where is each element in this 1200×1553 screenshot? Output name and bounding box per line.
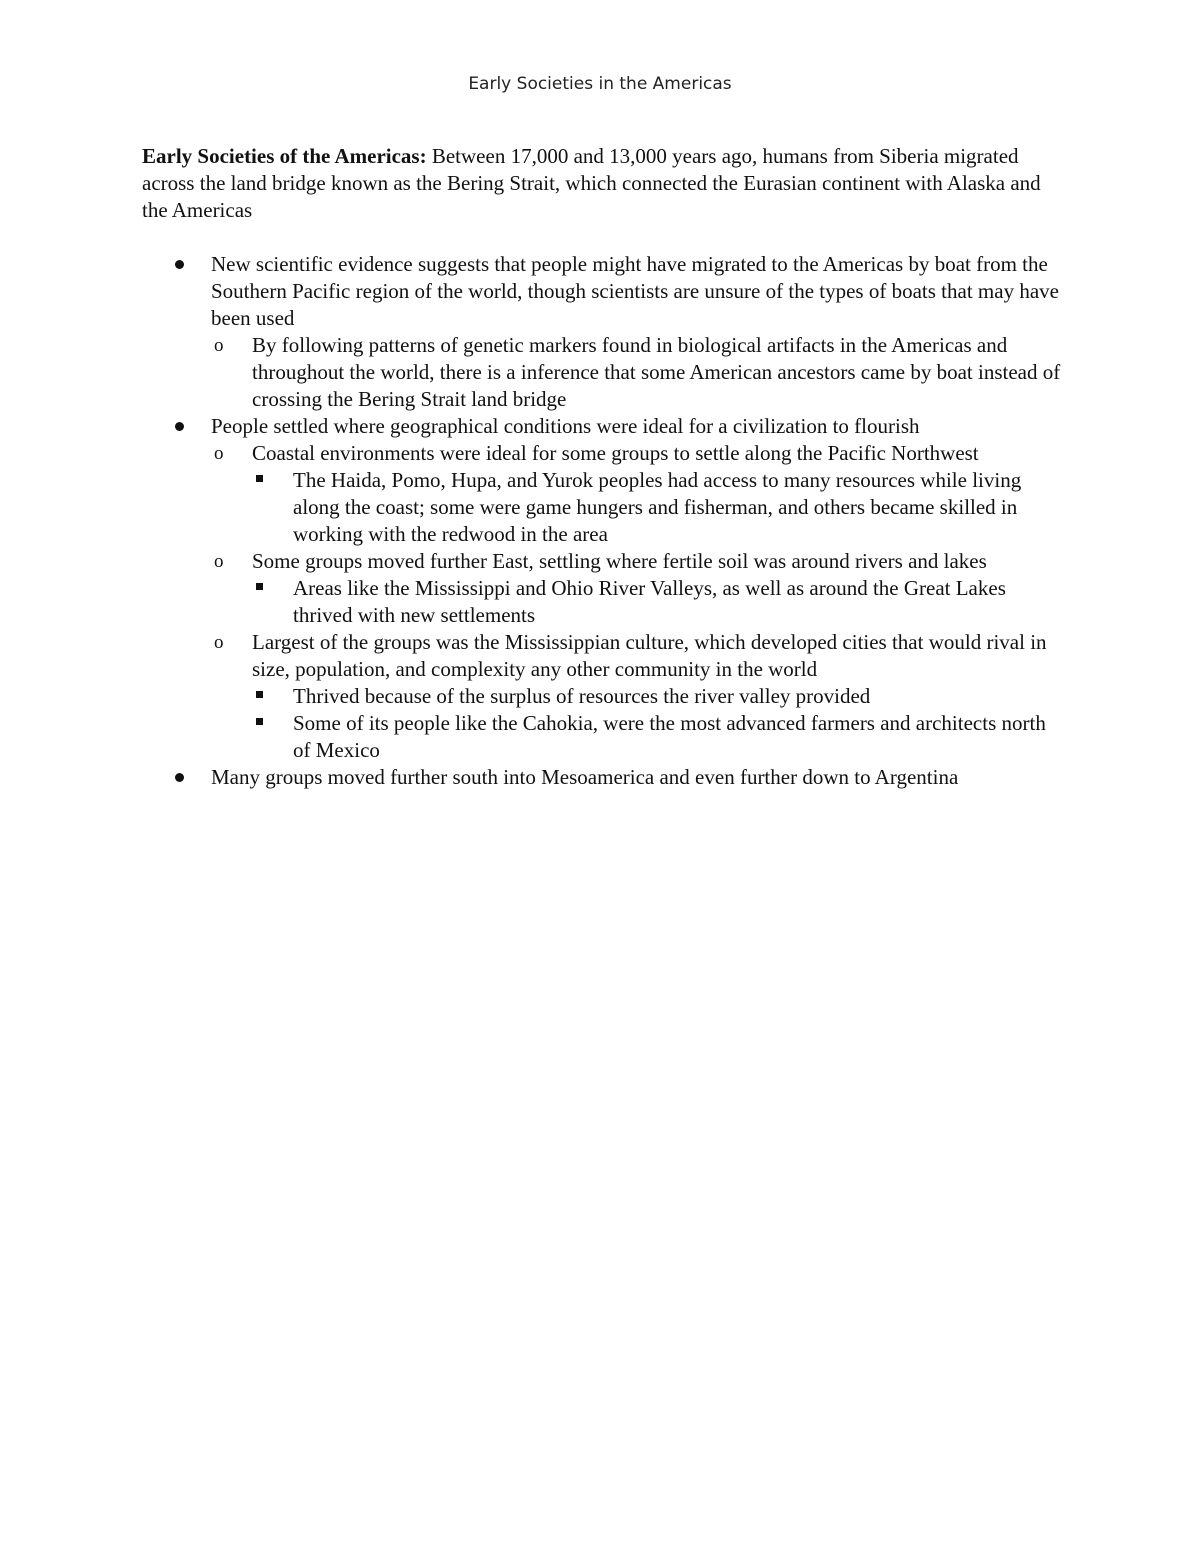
bullet-circle-icon: o xyxy=(214,632,224,653)
bullet-circle-icon: o xyxy=(214,551,224,572)
list-item xyxy=(252,575,1062,629)
list-item xyxy=(142,251,1062,413)
list-item xyxy=(212,332,1062,413)
sub-sub-list xyxy=(252,467,1062,548)
list-item-text: Largest of the groups was the Mississippian culture, which developed cities that would rival in size, population, and complexity any other community in the world xyxy=(252,630,1047,681)
list-item xyxy=(252,683,1062,710)
bullet-square-icon xyxy=(256,718,263,725)
bullet-square-icon xyxy=(256,583,263,590)
bullet-disc-icon xyxy=(175,260,184,269)
list-item-text: Many groups moved further south into Mesoamerica and even further down to Argentina xyxy=(211,765,959,789)
list-item-text: Some of its people like the Cahokia, were the most advanced farmers and architects north of Mexico xyxy=(293,711,1046,762)
document-header: Early Societies in the Americas xyxy=(468,74,732,94)
list-item xyxy=(252,467,1062,548)
list-item-text: Areas like the Mississippi and Ohio River Valleys, as well as around the Great Lakes thrived with new settlements xyxy=(293,576,1006,627)
intro-label: Early Societies of the Americas: xyxy=(142,144,427,168)
sub-sub-list xyxy=(252,575,1062,629)
bullet-disc-icon xyxy=(175,773,184,782)
list-item-text: The Haida, Pomo, Hupa, and Yurok peoples had access to many resources while living along the coast; some were game hungers and fisherman, and others became skilled in working with the redwood in the area xyxy=(293,468,1022,546)
intro-paragraph xyxy=(142,143,1062,224)
list-item xyxy=(212,440,1062,548)
list-item xyxy=(252,710,1062,764)
bullet-circle-icon: o xyxy=(214,335,224,356)
bullet-circle-icon: o xyxy=(214,443,224,464)
sub-list xyxy=(212,332,1062,413)
list-item-text: Some groups moved further East, settling where fertile soil was around rivers and lakes xyxy=(252,549,987,573)
list-item-text: Coastal environments were ideal for some groups to settle along the Pacific Northwest xyxy=(252,441,979,465)
list-item xyxy=(142,413,1062,764)
list-item-text: By following patterns of genetic markers found in biological artifacts in the Americas and throughout the world, there is a inference that some American ancestors came by boat instead of crossing the Bering Strait land bridge xyxy=(252,333,1061,411)
sub-sub-list xyxy=(252,683,1062,764)
bullet-square-icon xyxy=(256,475,263,482)
list-item-text: People settled where geographical conditions were ideal for a civilization to flourish xyxy=(211,414,920,438)
sub-list xyxy=(212,440,1062,764)
list-item xyxy=(142,764,1062,791)
list-item xyxy=(212,548,1062,629)
list-item-text: Thrived because of the surplus of resources the river valley provided xyxy=(293,684,871,708)
bullet-square-icon xyxy=(256,691,263,698)
bullet-list xyxy=(142,251,1062,791)
list-item xyxy=(212,629,1062,764)
document-body xyxy=(142,143,1062,791)
intro-text: Between 17,000 and 13,000 years ago, humans from Siberia migrated across the land bridge known as the Bering Strait, which connected the Eurasian continent with Alaska and the Americas xyxy=(142,144,1041,222)
list-item-text: New scientific evidence suggests that people might have migrated to the Americas by boat from the Southern Pacific region of the world, though scientists are unsure of the types of boats that may have been used xyxy=(211,252,1059,330)
bullet-disc-icon xyxy=(175,422,184,431)
